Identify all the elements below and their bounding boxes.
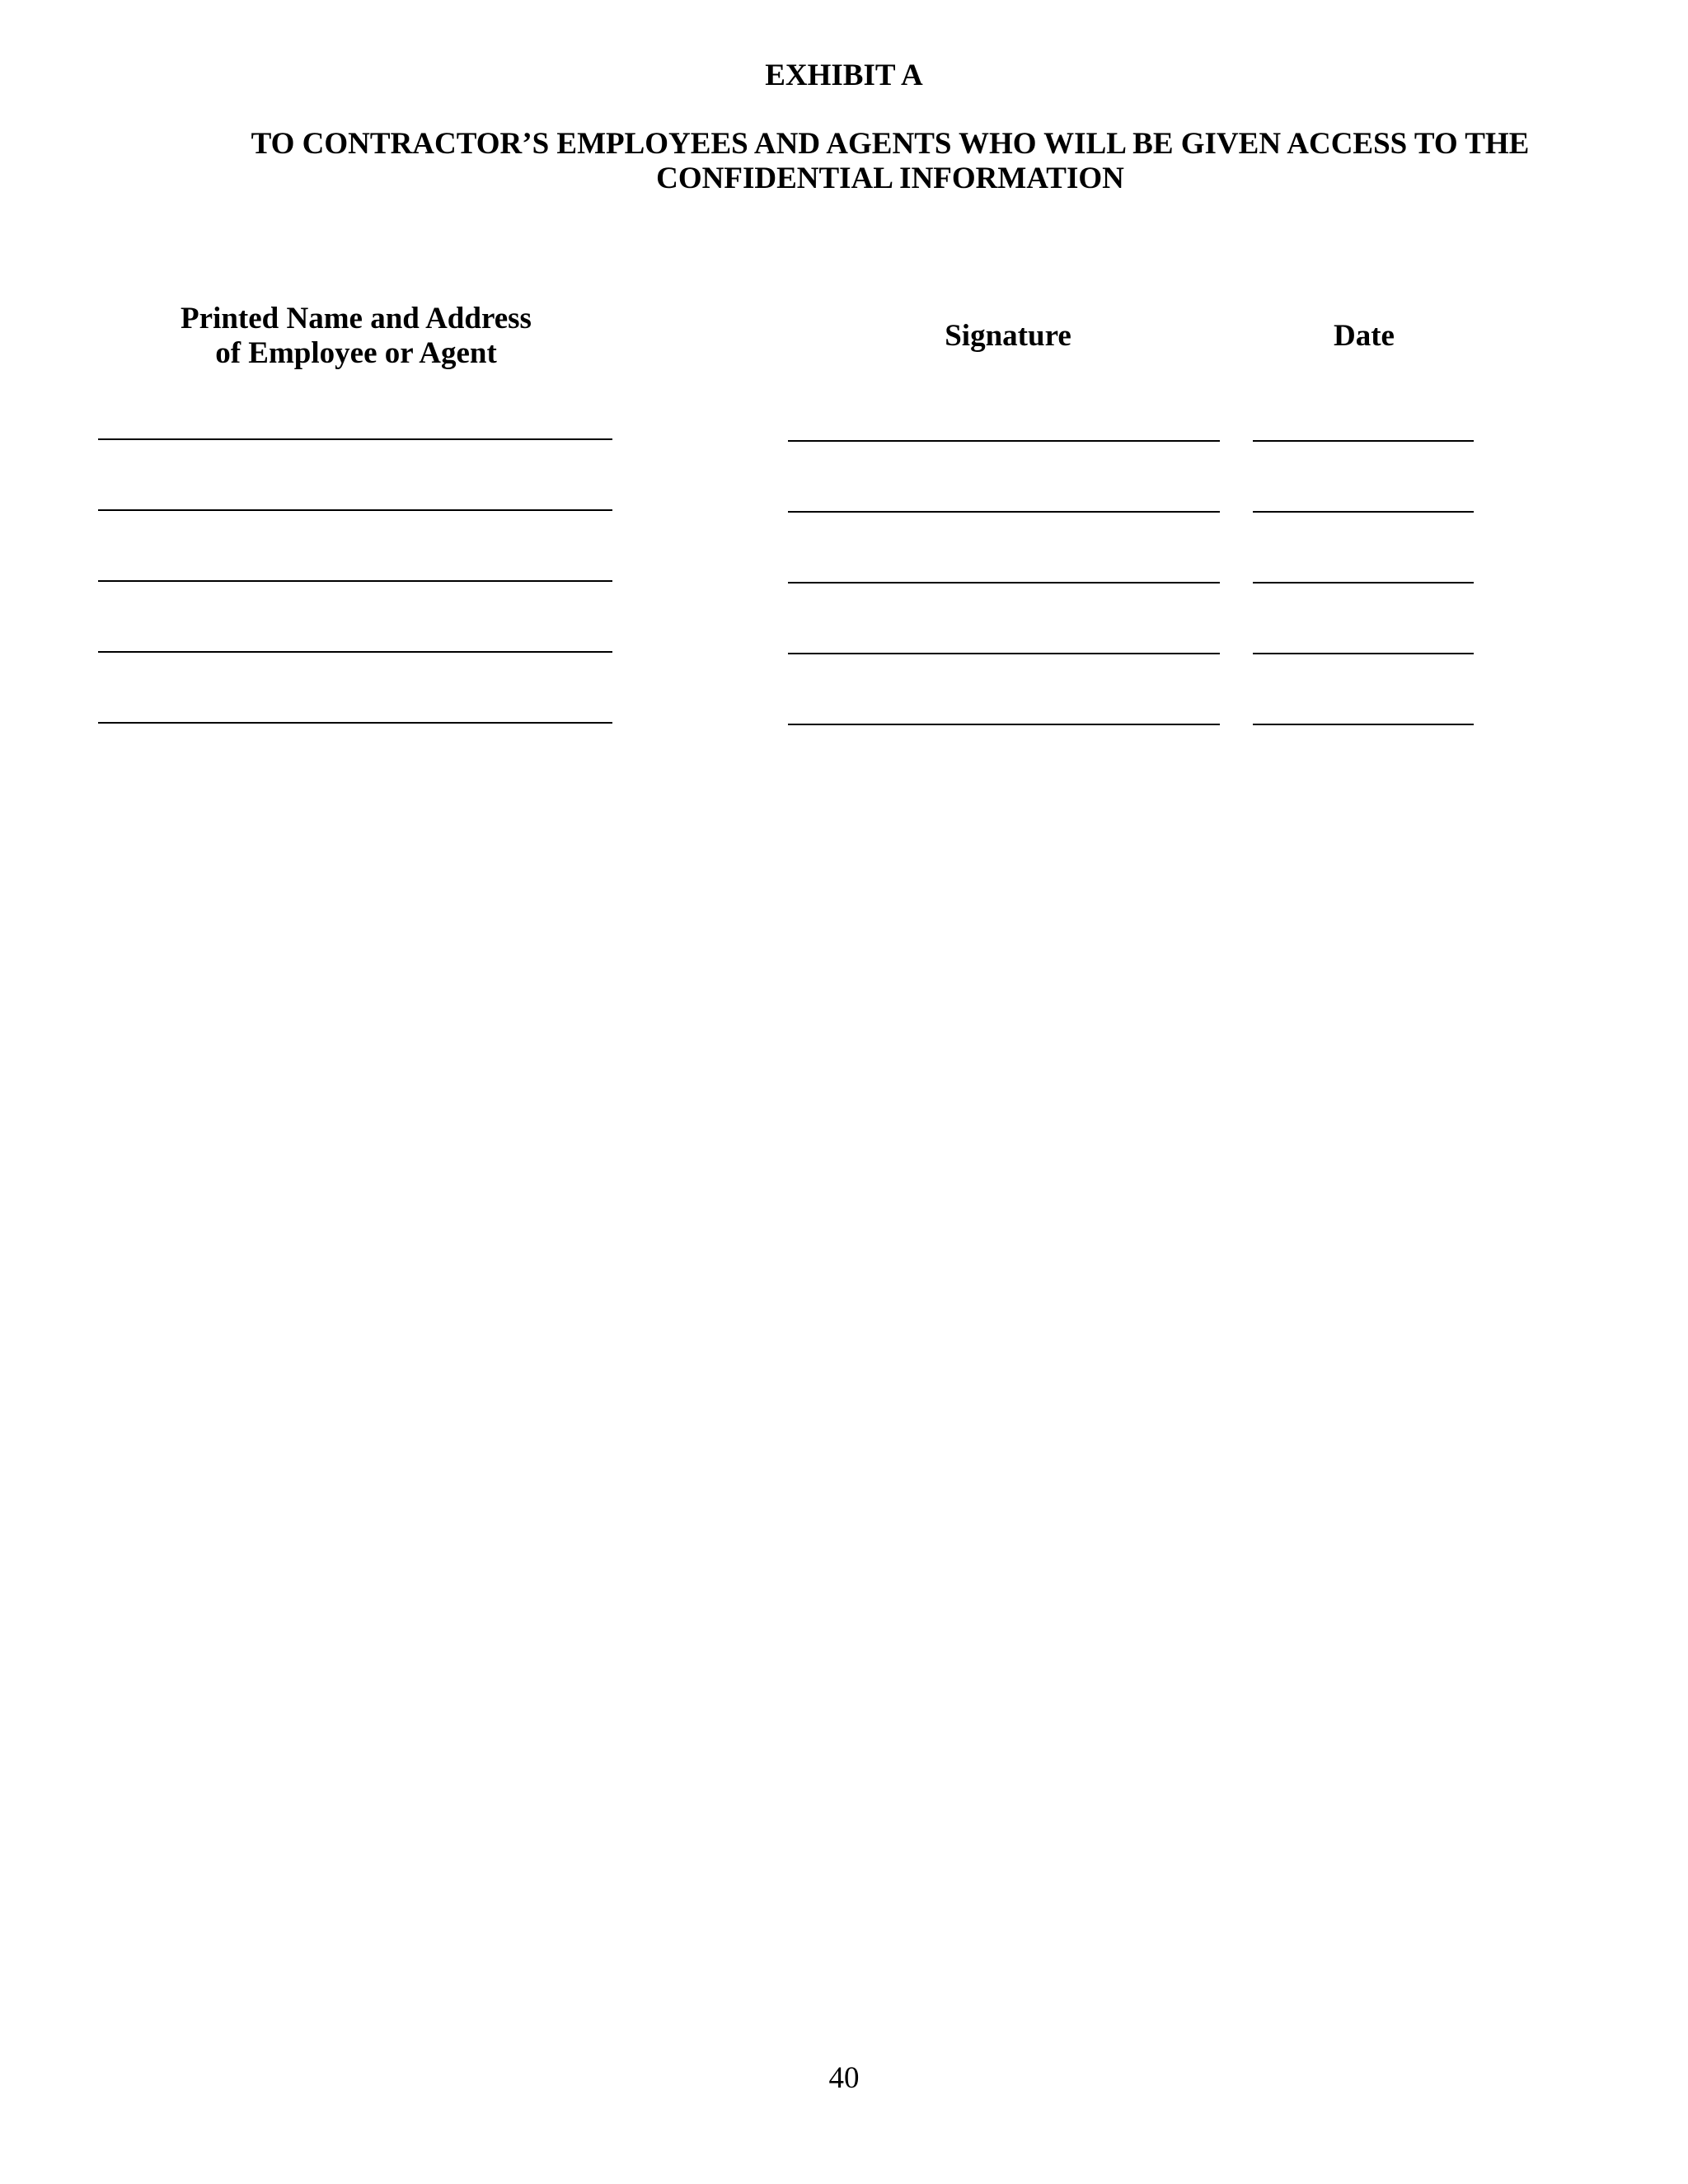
name-line-row-2 [98, 509, 612, 511]
exhibit-title: EXHIBIT A [765, 59, 923, 92]
exhibit-subtitle [239, 127, 1541, 196]
date-line-row-3 [1253, 582, 1474, 583]
column-header-signature: Signature [945, 319, 1071, 353]
date-line-row-1 [1253, 440, 1474, 442]
name-line-row-3 [98, 580, 612, 582]
column-header-name-line-2: of Employee or Agent [215, 336, 497, 370]
subtitle-line-1: TO CONTRACTOR’S EMPLOYEES AND AGENTS WHO WILL BE GIVEN ACCESS TO THE [251, 127, 1530, 161]
signature-line-row-5 [788, 724, 1220, 725]
date-line-row-5 [1253, 724, 1474, 725]
date-line-row-2 [1253, 511, 1474, 513]
signature-line-row-2 [788, 511, 1220, 513]
signature-line-row-4 [788, 653, 1220, 654]
column-header-name-line-1: Printed Name and Address [181, 302, 532, 335]
name-line-row-4 [98, 651, 612, 653]
name-line-row-1 [98, 438, 612, 440]
column-header-date: Date [1334, 319, 1395, 353]
date-line-row-4 [1253, 653, 1474, 654]
page-number: 40 [828, 2061, 860, 2095]
column-header-name-address [124, 302, 588, 371]
signature-line-row-3 [788, 582, 1220, 583]
subtitle-line-2: CONFIDENTIAL INFORMATION [656, 162, 1124, 195]
signature-line-row-1 [788, 440, 1220, 442]
name-line-row-5 [98, 722, 612, 724]
